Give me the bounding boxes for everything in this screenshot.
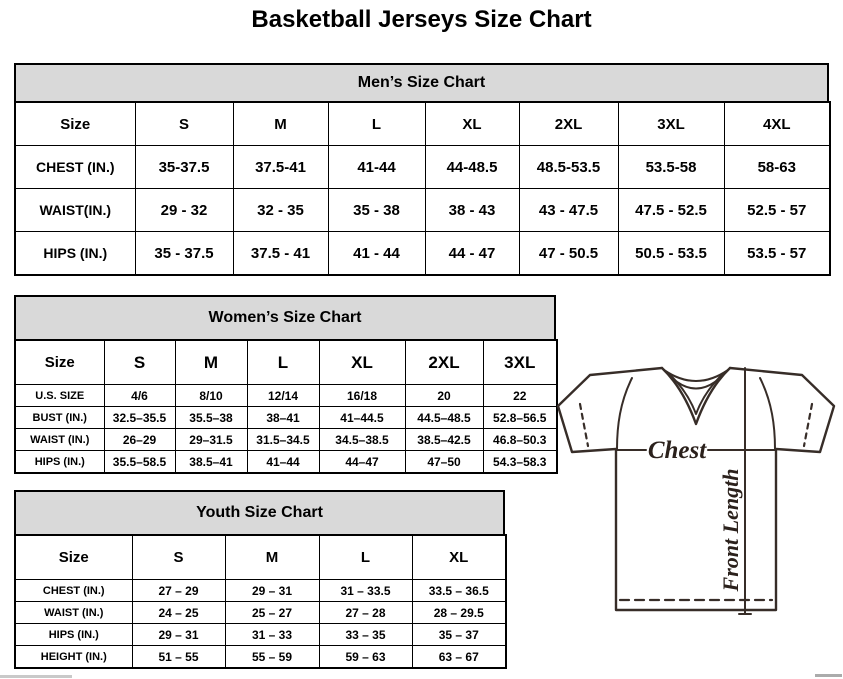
page-title: Basketball Jerseys Size Chart [251,6,592,33]
size-value: 53.5-58 [618,146,724,189]
size-value: 32 - 35 [233,189,328,232]
left-cuff-dashed-line [580,404,588,446]
size-value: 41–44 [247,451,319,474]
size-column-header: M [233,102,328,146]
size-value: 47–50 [405,451,483,474]
size-value: 35-37.5 [135,146,233,189]
size-value: 47.5 - 52.5 [618,189,724,232]
size-value: 46.8–50.3 [483,429,557,451]
measurement-label: HIPS (IN.) [15,624,132,646]
table-row [15,232,830,276]
measurement-label: WAIST (IN.) [15,429,104,451]
right-armhole-seam [760,378,775,449]
size-value: 22 [483,385,557,407]
size-value: 31 – 33.5 [319,580,412,602]
size-column-header: 3XL [618,102,724,146]
header-row [15,340,557,385]
header-row [15,535,506,580]
size-value: 28 – 29.5 [412,602,506,624]
size-value: 58-63 [724,146,830,189]
table-row [15,407,557,429]
left-armhole-seam [617,378,632,449]
size-value: 29 – 31 [132,624,225,646]
mens-size-chart-table [14,63,829,276]
size-column-header: S [132,535,225,580]
size-value: 41–44.5 [319,407,405,429]
size-value: 53.5 - 57 [724,232,830,276]
size-value: 26–29 [104,429,175,451]
size-value: 41 - 44 [328,232,425,276]
youth-table-title: Youth Size Chart [196,504,323,521]
measurement-label: BUST (IN.) [15,407,104,429]
size-value: 38–41 [247,407,319,429]
table-row [15,146,830,189]
jersey-outline [558,368,834,610]
size-column-header: M [175,340,247,385]
size-value: 29 – 31 [225,580,319,602]
measurement-label: CHEST (IN.) [15,146,135,189]
size-column-header: S [135,102,233,146]
size-table [14,101,831,276]
table-row [15,385,557,407]
mens-table-title-band [14,63,829,101]
size-column-header: S [104,340,175,385]
size-value: 44-48.5 [425,146,519,189]
size-value: 12/14 [247,385,319,407]
size-value: 4/6 [104,385,175,407]
size-column-header: XL [425,102,519,146]
jersey-measurement-diagram [556,362,838,628]
measurement-label: HEIGHT (IN.) [15,646,132,669]
size-value: 29–31.5 [175,429,247,451]
size-value: 29 - 32 [135,189,233,232]
size-column-header: L [328,102,425,146]
size-value: 33.5 – 36.5 [412,580,506,602]
womens-size-chart-table [14,295,556,474]
youth-size-chart-table [14,490,505,669]
size-value: 59 – 63 [319,646,412,669]
size-column-header: XL [412,535,506,580]
size-value: 44 - 47 [425,232,519,276]
measurement-label: U.S. SIZE [15,385,104,407]
size-value: 24 – 25 [132,602,225,624]
size-value: 35.5–38 [175,407,247,429]
size-value: 38 - 43 [425,189,519,232]
page-edge-artifact-right [815,674,842,677]
size-value: 32.5–35.5 [104,407,175,429]
size-value: 63 – 67 [412,646,506,669]
size-column-header: XL [319,340,405,385]
size-value: 51 – 55 [132,646,225,669]
size-value: 27 – 29 [132,580,225,602]
size-value: 37.5-41 [233,146,328,189]
size-table [14,534,507,669]
measurement-label: WAIST (IN.) [15,602,132,624]
size-value: 33 – 35 [319,624,412,646]
size-table [14,339,558,474]
size-value: 50.5 - 53.5 [618,232,724,276]
size-value: 35 - 38 [328,189,425,232]
table-row [15,451,557,474]
mens-table-title: Men’s Size Chart [357,74,486,91]
size-column-header: L [319,535,412,580]
size-value: 52.8–56.5 [483,407,557,429]
page-edge-artifact-left [0,675,72,678]
table-row [15,624,506,646]
measurement-label: WAIST(IN.) [15,189,135,232]
measurement-label: CHEST (IN.) [15,580,132,602]
front-length-label: Front Length [718,468,743,592]
table-row [15,189,830,232]
size-value: 44–47 [319,451,405,474]
size-column-header: 2XL [519,102,618,146]
table-row [15,602,506,624]
youth-table-title-band [14,490,505,534]
womens-table-title-band [14,295,556,339]
table-row [15,580,506,602]
size-value: 25 – 27 [225,602,319,624]
size-value: 41-44 [328,146,425,189]
size-value: 31 – 33 [225,624,319,646]
womens-table-title: Women’s Size Chart [208,309,362,326]
size-value: 16/18 [319,385,405,407]
size-value: 54.3–58.3 [483,451,557,474]
size-value: 8/10 [175,385,247,407]
size-header-cell: Size [15,102,135,146]
size-header-cell: Size [15,535,132,580]
size-column-header: M [225,535,319,580]
size-value: 27 – 28 [319,602,412,624]
size-value: 31.5–34.5 [247,429,319,451]
chest-label: Chest [647,437,707,464]
size-value: 35 - 37.5 [135,232,233,276]
collar-inner-v [667,372,725,414]
size-value: 43 - 47.5 [519,189,618,232]
size-value: 44.5–48.5 [405,407,483,429]
size-column-header: L [247,340,319,385]
right-cuff-dashed-line [804,404,812,446]
measurement-label: HIPS (IN.) [15,232,135,276]
size-value: 35.5–58.5 [104,451,175,474]
header-row [15,102,830,146]
size-column-header: 3XL [483,340,557,385]
measurement-label: HIPS (IN.) [15,451,104,474]
size-value: 37.5 - 41 [233,232,328,276]
size-value: 48.5-53.5 [519,146,618,189]
size-header-cell: Size [15,340,104,385]
size-value: 20 [405,385,483,407]
size-value: 38.5–41 [175,451,247,474]
size-column-header: 4XL [724,102,830,146]
table-row [15,429,557,451]
size-column-header: 2XL [405,340,483,385]
jersey-diagram-svg [556,362,838,628]
size-value: 35 – 37 [412,624,506,646]
size-value: 55 – 59 [225,646,319,669]
table-row [15,646,506,669]
size-value: 34.5–38.5 [319,429,405,451]
size-value: 47 - 50.5 [519,232,618,276]
size-value: 52.5 - 57 [724,189,830,232]
size-value: 38.5–42.5 [405,429,483,451]
